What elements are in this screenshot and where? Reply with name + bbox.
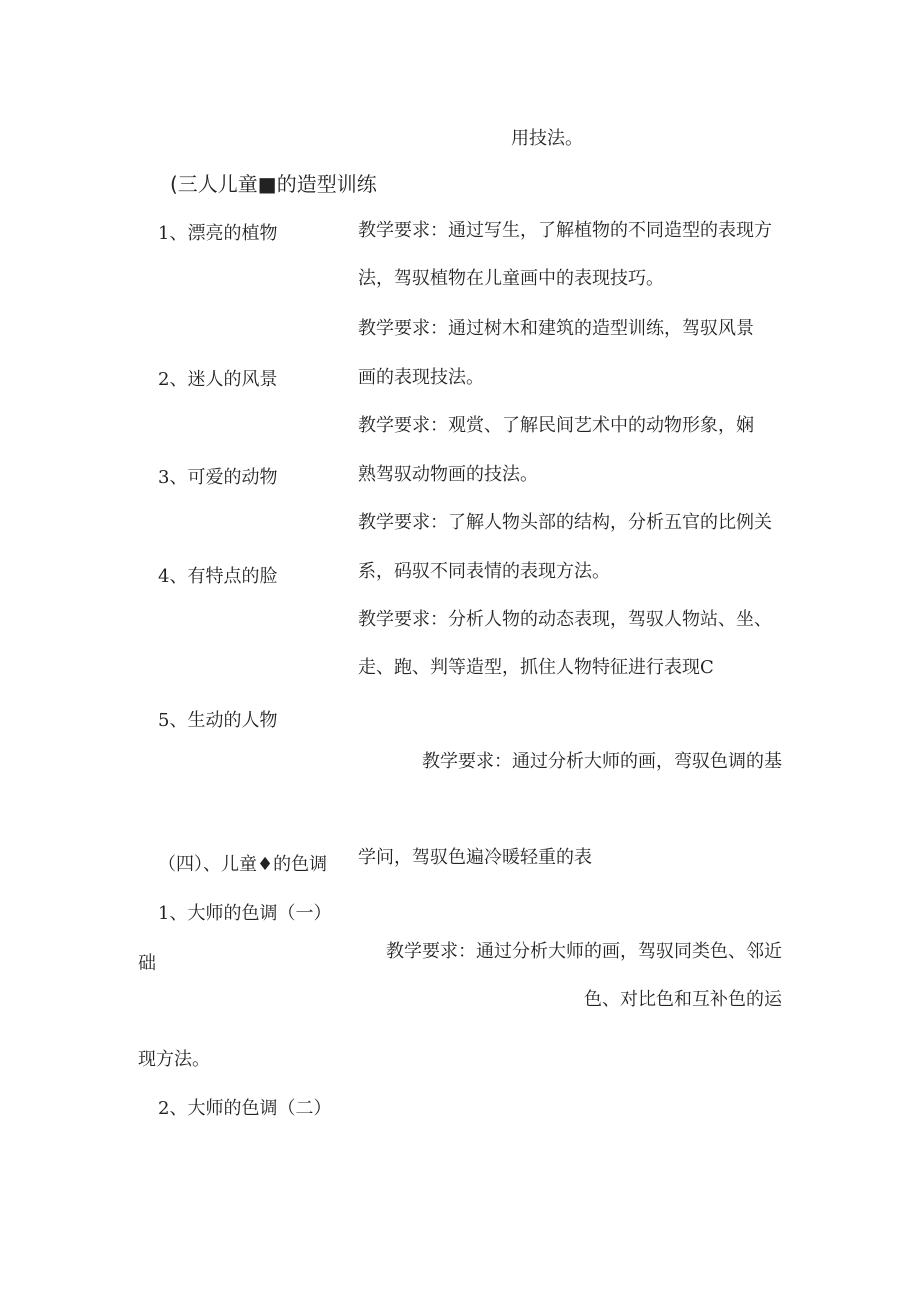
text-line: 画的表现技法。 — [358, 367, 484, 388]
text-line: 系，码驭不同表情的表现方法。 — [358, 561, 610, 582]
text-line: 教学要求：分析人物的动态表现，驾驭人物站、坐、 — [358, 609, 772, 630]
lesson-title: 2、迷人的风景 — [158, 369, 278, 390]
text-line: 走、跑、判等造型，抓住人物特征进行表现C — [358, 657, 714, 678]
text-line: 学问，驾驭色遍冷暖轻重的表 — [358, 847, 592, 868]
text-line: 教学要求：通过分析大师的画，弯驭色调的基 — [422, 751, 782, 772]
text-line: 教学要求：通过树木和建筑的造型训练，驾驭风景 — [358, 318, 754, 339]
text-line: 教学要求：观赏、了解民间艺术中的动物形象，娴 — [358, 415, 754, 436]
text-line: 色、对比色和互补色的运 — [584, 989, 782, 1010]
lesson-title: 4、有特点的脸 — [158, 566, 278, 587]
text-line: 础 — [138, 953, 156, 974]
lesson-title: 2、大师的色调（二） — [158, 1098, 332, 1119]
text-line: 法，驾驭植物在儿童画中的表现技巧。 — [358, 268, 664, 289]
section-heading: (三人儿童■的造型训练 — [170, 172, 377, 196]
lesson-title: 1、漂亮的植物 — [158, 223, 278, 244]
lesson-title: 3、可爱的动物 — [158, 467, 278, 488]
text-line: 教学要求：了解人物头部的结构，分析五官的比例关 — [358, 512, 772, 533]
text-line: 熟驾驭动物画的技法。 — [358, 464, 538, 485]
lesson-title: 1、大师的色调（一） — [158, 903, 332, 924]
text-line: 教学要求：通过写生，了解植物的不同造型的表现方 — [358, 220, 772, 241]
text-line: 教学要求：通过分析大师的画，驾驭同类色、邻近 — [386, 941, 782, 962]
section-heading: （四）、儿童♦的色调 — [158, 854, 328, 875]
lesson-title: 5、生动的人物 — [158, 710, 278, 731]
text-line: 用技法。 — [511, 128, 583, 149]
text-line: 现方法。 — [138, 1049, 210, 1070]
